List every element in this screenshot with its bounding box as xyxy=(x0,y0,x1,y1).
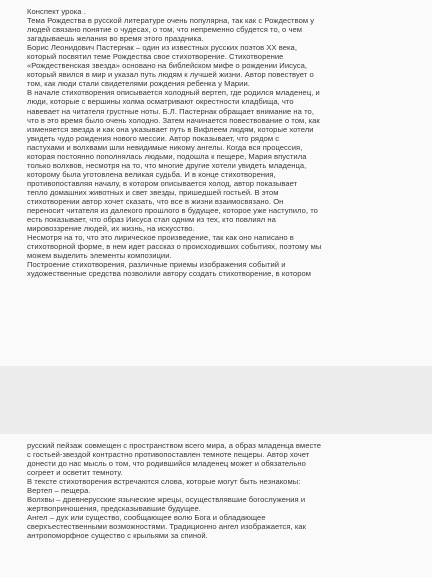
text-line: людей связано понятие о чудесах, о том, что непременно сбудется то, о чем xyxy=(27,25,303,35)
text-line: изменяется звезда и как она указывает путь в Вифлеем людям, которые хотели xyxy=(27,124,314,134)
text-line: есть показывает, что образ Иисуса стал одним из тех, кто повлиял на xyxy=(27,215,276,225)
text-line: сверхъестественными возможностями. Традиционно ангел изображается, как xyxy=(27,522,307,532)
text-line: Несмотря на то, что это лирическое произведение, так как оно написано в xyxy=(27,233,294,243)
text-line: том, как люди стали свидетелями рождения ребенка у Марии. xyxy=(27,79,250,89)
text-line: В тексте стихотворения встречаются слова, которые могут быть незнакомы: xyxy=(27,477,301,487)
text-line: В начале стихотворения описывается холодный вертеп, где родился младенец, и xyxy=(27,88,320,98)
text-line: с гостьей-звездой контрастно противопоставлен темноте пещеры. Автор хочет xyxy=(27,450,310,460)
text-line: что в это время было очень холодно. Затем начинается повествование о том, как xyxy=(27,115,320,125)
text-line: загадываешь желания во время этого праздника. xyxy=(27,34,204,44)
text-line: художественные средства позволили автору создать стихотворение, в котором xyxy=(27,269,312,279)
text-line: можем выделить элементы композиции. xyxy=(27,251,172,261)
text-line: переносит читателя из далекого прошлого в будущее, которое уже наступило, то xyxy=(27,206,318,216)
text-line: донести до нас мысль о том, что родившийся младенец может и обязательно xyxy=(27,459,306,469)
text-line: Ангел – дух или существо, сообщающее волю Бога и обладающее xyxy=(27,513,266,523)
text-line: антропоморфное существо с крыльями за спиной. xyxy=(27,531,208,541)
text-line: русский пейзаж совмещен с пространством всего мира, а образ младенца вместе xyxy=(27,441,322,450)
text-line: Волхвы – древнерусские языческие жрецы, осуществлявшие богослужения и xyxy=(27,495,306,505)
text-line: согреет и осветит темноту. xyxy=(27,468,123,478)
page-gap xyxy=(0,366,432,434)
text-line: мировоззрение людей, их жизнь, на искусство. xyxy=(27,224,195,234)
text-line: только волхвов, несмотря на то, что многие другие хотели увидеть младенца, xyxy=(27,160,307,170)
text-line: которая постоянно пополнялась людьми, подошла к пещере, Мария впустила xyxy=(27,151,307,161)
text-line: который посвятил теме Рождества свое стихотворение. Стихотворение xyxy=(27,52,284,62)
text-line: тепло домашних животных и свет звезды, пришедшей гостьей. В этом xyxy=(27,187,279,197)
text-line: Вертеп – пещера. xyxy=(27,486,91,496)
text-line: Борис Леонидович Пастернак – один из известных русских поэтов XX века, xyxy=(27,43,297,53)
text-line: которому была уготовлена великая судьба. И в конце стихотворения, xyxy=(27,169,276,179)
text-line: стихотворной форме, в нем идет рассказ о происходивших событиях, поэтому мы xyxy=(27,242,322,252)
document-page-2 xyxy=(0,434,432,577)
text-line: навевает на читателя грустные ноты. Б.Л. Пастернак обращает внимание на то, xyxy=(27,106,314,116)
text-line: Построение стихотворения, различные приемы изображения событий и xyxy=(27,260,286,270)
text-line: люди, которые с вершины холма осматривают окрестности кладбища, что xyxy=(27,97,294,107)
text-line: Конспект урока . xyxy=(27,7,86,16)
text-line: жертвоприношения, предсказывавшие будущее. xyxy=(27,504,201,514)
text-line: пастухами и волхвами шли невидимые никому ангелы. Когда вся процессия, xyxy=(27,142,303,152)
text-line: увидеть чудо рождения нового мессии. Автор показывает, что рядом с xyxy=(27,133,280,143)
text-line: «Рождественская звезда» основано на библейском мифе о рождении Иисуса, xyxy=(27,61,307,71)
text-line: стихотворении автор хочет сказать, что все в жизни взаимосвязано. Он xyxy=(27,196,284,206)
text-line: который явился в мир и указал путь людям к лучшей жизни. Автор повествует о xyxy=(27,70,314,80)
text-line: Тема Рождества в русской литературе очень популярна, так как с Рождеством у xyxy=(27,16,315,26)
text-line: противопоставляя началу, в котором описывается холод, автор показывает xyxy=(27,178,298,188)
